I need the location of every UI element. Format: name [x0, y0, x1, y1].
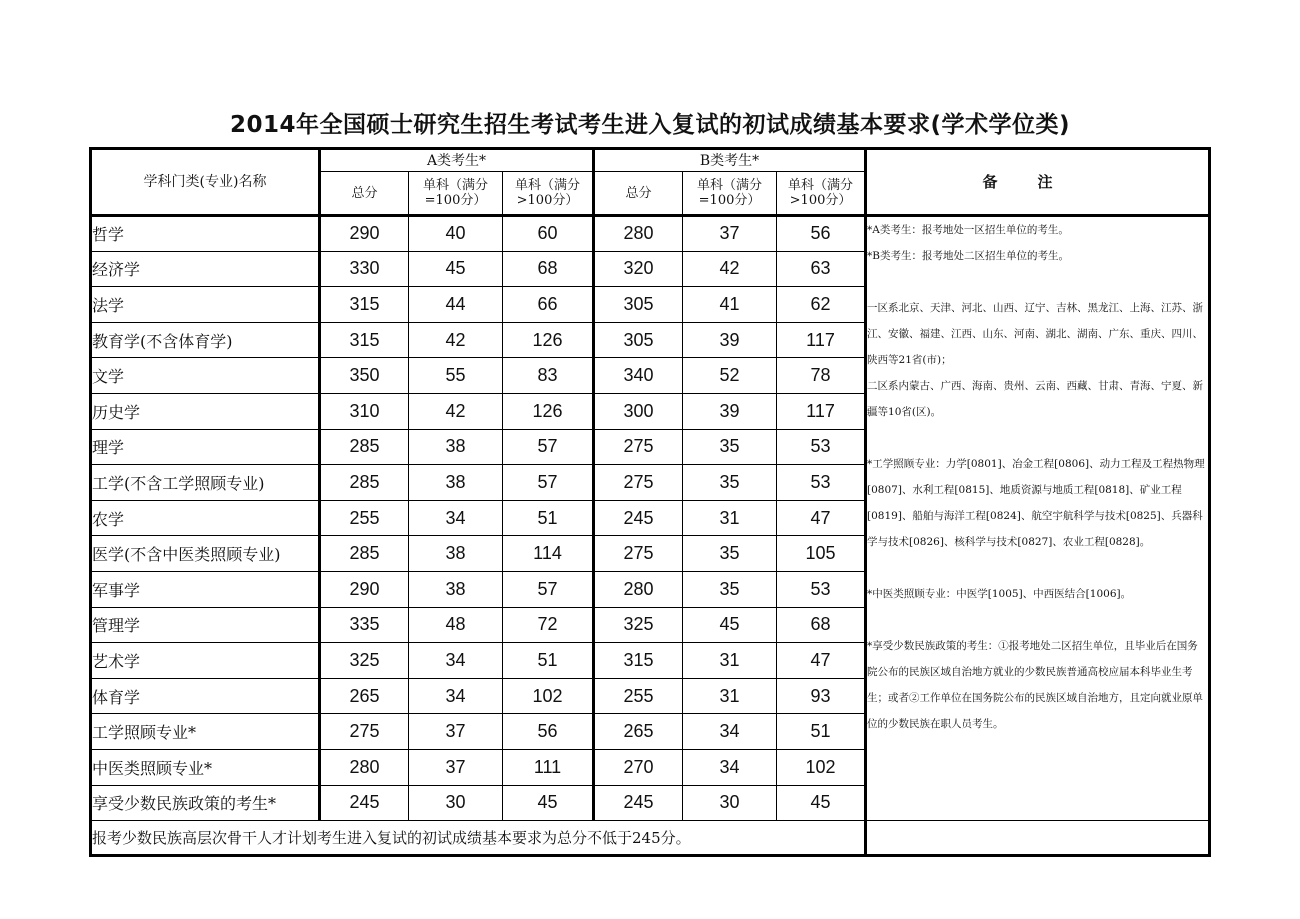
subject-cell: 工学(不含工学照顾专业): [91, 465, 320, 501]
subject-cell: 享受少数民族政策的考生*: [91, 785, 320, 821]
b-score-cell: 305: [594, 322, 683, 358]
a-score-cell: 285: [320, 536, 409, 572]
b-score-cell: 78: [777, 358, 866, 394]
a-score-cell: 285: [320, 429, 409, 465]
b-score-cell: 117: [777, 322, 866, 358]
b-score-cell: 51: [777, 714, 866, 750]
subject-cell: 经济学: [91, 251, 320, 287]
a-score-cell: 38: [409, 429, 503, 465]
b-score-cell: 53: [777, 429, 866, 465]
a-single100-header: 单科（满分=100分）: [409, 172, 503, 216]
subject-cell: 理学: [91, 429, 320, 465]
a-score-cell: 350: [320, 358, 409, 394]
notes-footer-cell: [866, 821, 1210, 856]
b-score-cell: 45: [777, 785, 866, 821]
b-score-cell: 275: [594, 536, 683, 572]
b-score-cell: 35: [683, 429, 777, 465]
b-score-cell: 37: [683, 216, 777, 252]
b-score-cell: 35: [683, 536, 777, 572]
a-score-cell: 37: [409, 749, 503, 785]
a-score-cell: 60: [503, 216, 594, 252]
subject-cell: 文学: [91, 358, 320, 394]
b-score-cell: 42: [683, 251, 777, 287]
b-score-cell: 117: [777, 393, 866, 429]
a-score-cell: 34: [409, 500, 503, 536]
a-score-cell: 315: [320, 322, 409, 358]
a-score-cell: 111: [503, 749, 594, 785]
a-score-cell: 335: [320, 607, 409, 643]
notes-header: 备注: [866, 149, 1210, 216]
subject-cell: 哲学: [91, 216, 320, 252]
a-score-cell: 290: [320, 571, 409, 607]
a-score-cell: 57: [503, 571, 594, 607]
b-score-cell: 31: [683, 643, 777, 679]
subject-cell: 体育学: [91, 678, 320, 714]
a-score-cell: 126: [503, 393, 594, 429]
b-score-cell: 47: [777, 643, 866, 679]
note-zone-two: 二区系内蒙古、广西、海南、贵州、云南、西藏、甘肃、青海、宁夏、新疆等10省(区)。: [867, 380, 1204, 418]
b-score-cell: 35: [683, 465, 777, 501]
b-score-cell: 53: [777, 465, 866, 501]
b-score-cell: 325: [594, 607, 683, 643]
b-score-cell: 31: [683, 678, 777, 714]
subject-cell: 军事学: [91, 571, 320, 607]
b-score-cell: 30: [683, 785, 777, 821]
a-score-cell: 83: [503, 358, 594, 394]
a-score-cell: 38: [409, 465, 503, 501]
b-score-cell: 280: [594, 571, 683, 607]
b-score-cell: 105: [777, 536, 866, 572]
a-score-cell: 275: [320, 714, 409, 750]
b-score-cell: 63: [777, 251, 866, 287]
group-b-header: B类考生*: [594, 149, 866, 172]
subject-cell: 管理学: [91, 607, 320, 643]
b-score-cell: 245: [594, 785, 683, 821]
a-score-cell: 34: [409, 678, 503, 714]
subject-column-header: 学科门类(专业)名称: [91, 149, 320, 216]
b-total-header: 总分: [594, 172, 683, 216]
page-title: 2014年全国硕士研究生招生考试考生进入复试的初试成绩基本要求(学术学位类): [229, 112, 1071, 138]
a-score-cell: 255: [320, 500, 409, 536]
subject-cell: 医学(不含中医类照顾专业): [91, 536, 320, 572]
b-score-cell: 34: [683, 714, 777, 750]
a-score-cell: 44: [409, 287, 503, 323]
a-score-cell: 48: [409, 607, 503, 643]
b-score-cell: 68: [777, 607, 866, 643]
table-row: [91, 216, 1210, 252]
a-score-cell: 57: [503, 465, 594, 501]
a-score-cell: 51: [503, 500, 594, 536]
footer-row: [91, 821, 1210, 856]
subject-cell: 历史学: [91, 393, 320, 429]
b-score-cell: 280: [594, 216, 683, 252]
b-score-cell: 41: [683, 287, 777, 323]
a-score-cell: 310: [320, 393, 409, 429]
note-minority: *享受少数民族政策的考生：①报考地处二区招生单位，且毕业后在国务院公布的民族区域自治地方就业的少数民族普通高校应届本科毕业生考生；或者②工作单位在国务院公布的民族区域自治地方，且定向就业原单位的少数民族在职人员考生。: [867, 640, 1204, 730]
b-score-cell: 45: [683, 607, 777, 643]
subject-cell: 工学照顾专业*: [91, 714, 320, 750]
a-score-cell: 57: [503, 429, 594, 465]
b-score-cell: 305: [594, 287, 683, 323]
a-score-cell: 72: [503, 607, 594, 643]
a-score-cell: 30: [409, 785, 503, 821]
a-score-cell: 285: [320, 465, 409, 501]
a-score-cell: 45: [409, 251, 503, 287]
b-score-cell: 31: [683, 500, 777, 536]
a-score-cell: 315: [320, 287, 409, 323]
a-score-cell: 45: [503, 785, 594, 821]
note-a-class: *A类考生：报考地处一区招生单位的考生。: [867, 224, 1069, 236]
footer-note: 报考少数民族高层次骨干人才计划考生进入复试的初试成绩基本要求为总分不低于245分。: [91, 821, 866, 856]
b-score-cell: 300: [594, 393, 683, 429]
subject-cell: 艺术学: [91, 643, 320, 679]
a-score-cell: 126: [503, 322, 594, 358]
b-score-cell: 102: [777, 749, 866, 785]
b-score-cell: 47: [777, 500, 866, 536]
b-score-cell: 275: [594, 429, 683, 465]
b-score-cell: 62: [777, 287, 866, 323]
b-score-cell: 315: [594, 643, 683, 679]
a-score-cell: 38: [409, 571, 503, 607]
b-single-over100-header: 单科（满分>100分）: [777, 172, 866, 216]
a-score-cell: 42: [409, 393, 503, 429]
a-score-cell: 42: [409, 322, 503, 358]
note-engineering: *工学照顾专业：力学[0801]、冶金工程[0806]、动力工程及工程热物理[0807]、水利工程[0815]、地质资源与地质工程[0818]、矿业工程[0819]、船舶与海洋工程[0824]、航空宇航科学与技术[0825]、兵器科学与技术[0826]、核科学与技术[0827]、农业工程[0828]。: [867, 458, 1205, 548]
a-score-cell: 245: [320, 785, 409, 821]
b-score-cell: 52: [683, 358, 777, 394]
b-score-cell: 34: [683, 749, 777, 785]
b-score-cell: 270: [594, 749, 683, 785]
a-score-cell: 38: [409, 536, 503, 572]
subject-cell: 教育学(不含体育学): [91, 322, 320, 358]
notes-cell: [866, 216, 1210, 821]
b-score-cell: 35: [683, 571, 777, 607]
note-tcm: *中医类照顾专业：中医学[1005]、中西医结合[1006]。: [867, 588, 1132, 600]
a-score-cell: 51: [503, 643, 594, 679]
b-score-cell: 255: [594, 678, 683, 714]
a-single-over100-header: 单科（满分>100分）: [503, 172, 594, 216]
b-score-cell: 245: [594, 500, 683, 536]
a-score-cell: 325: [320, 643, 409, 679]
subject-cell: 法学: [91, 287, 320, 323]
a-score-cell: 40: [409, 216, 503, 252]
b-score-cell: 275: [594, 465, 683, 501]
b-score-cell: 53: [777, 571, 866, 607]
score-table: [89, 147, 1211, 857]
note-b-class: *B类考生：报考地处二区招生单位的考生。: [867, 250, 1069, 262]
b-score-cell: 56: [777, 216, 866, 252]
group-a-header: A类考生*: [320, 149, 594, 172]
b-score-cell: 340: [594, 358, 683, 394]
a-score-cell: 330: [320, 251, 409, 287]
a-score-cell: 55: [409, 358, 503, 394]
a-score-cell: 34: [409, 643, 503, 679]
a-score-cell: 37: [409, 714, 503, 750]
a-score-cell: 56: [503, 714, 594, 750]
a-score-cell: 102: [503, 678, 594, 714]
b-score-cell: 39: [683, 322, 777, 358]
a-score-cell: 68: [503, 251, 594, 287]
a-score-cell: 280: [320, 749, 409, 785]
a-total-header: 总分: [320, 172, 409, 216]
a-score-cell: 114: [503, 536, 594, 572]
b-score-cell: 265: [594, 714, 683, 750]
b-score-cell: 320: [594, 251, 683, 287]
subject-cell: 农学: [91, 500, 320, 536]
a-score-cell: 290: [320, 216, 409, 252]
a-score-cell: 66: [503, 287, 594, 323]
subject-cell: 中医类照顾专业*: [91, 749, 320, 785]
b-single100-header: 单科（满分=100分）: [683, 172, 777, 216]
b-score-cell: 39: [683, 393, 777, 429]
b-score-cell: 93: [777, 678, 866, 714]
a-score-cell: 265: [320, 678, 409, 714]
note-zone-one: 一区系北京、天津、河北、山西、辽宁、吉林、黑龙江、上海、江苏、浙江、安徽、福建、江西、山东、河南、湖北、湖南、广东、重庆、四川、陕西等21省(市)；: [867, 302, 1204, 366]
